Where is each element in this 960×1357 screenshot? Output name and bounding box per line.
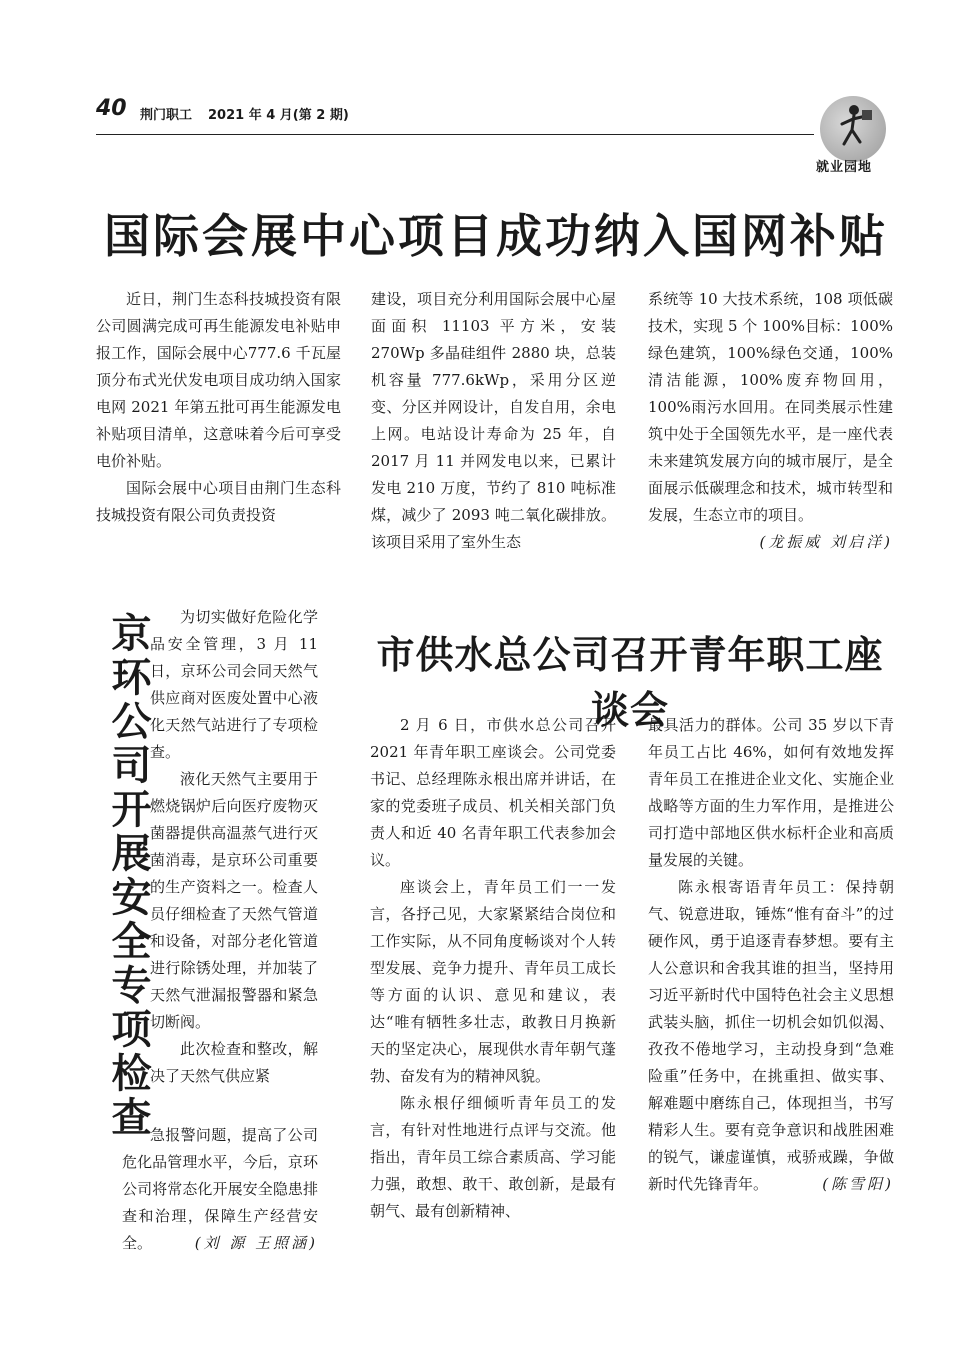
article3-paragraph: 最具活力的群体。公司 35 岁以下青年员工占比 46%，如何有效地发挥青年员工在推进企业文化、实施企业战略等方面的生力军作用，是推进公司打造中部地区供水标杆企业和高质量发展的关键。 xyxy=(648,716,894,869)
article1-paragraph: 国际会展中心项目由荆门生态科技城投资有限公司负责投资 xyxy=(96,479,341,524)
article2-byline: (刘 源 王照涵) xyxy=(194,1234,318,1252)
article1-column-3 xyxy=(648,286,893,556)
page-number: 40 xyxy=(96,96,127,121)
article1-paragraph: 建设，项目充分利用国际会展中心屋面面积 11103 平方米，安装 270Wp 多晶硅组件 2880 块，总装机容量 777.6kWp，采用分区逆变、分区并网设计，自发自用，余电上网。电站设计寿命为 25 年，自 2017 月 11 并网发电以来，已累计发电 210 万度，节约了 810 吨标准煤，减少了 2093 吨二氧化碳排放。该项目采用了室外生态 xyxy=(371,290,616,551)
article2-paragraph: 为切实做好危险化学品安全管理，3 月 11 日，京环公司会同天然气供应商对医废处置中心液化天然气站进行了专项检查。 xyxy=(150,608,318,761)
article1-paragraph: 近日，荆门生态科技城投资有限公司圆满完成可再生能源发电补贴申报工作，国际会展中心777.6 千瓦屋顶分布式光伏发电项目成功纳入国家电网 2021 年第五批可再生能源发电补贴项目清单，这意味着今后可享受电价补贴。 xyxy=(96,290,341,470)
article3-column-1 xyxy=(370,712,616,1225)
article3-paragraph: 2 月 6 日，市供水总公司召开 2021 年青年职工座谈会。公司党委书记、总经理陈永根出席并讲话，在家的党委班子成员、机关相关部门负责人和近 40 名青年职工代表参加会议。 xyxy=(370,716,616,869)
page-header xyxy=(96,96,816,136)
section-label: 就业园地 xyxy=(816,160,873,175)
article1-column-1 xyxy=(96,286,341,529)
article2-column xyxy=(150,604,318,1090)
article1-title: 国际会展中心项目成功纳入国网补贴 xyxy=(104,209,888,263)
article2-paragraph: 此次检查和整改，解决了天然气供应紧 xyxy=(150,1040,318,1085)
issue-date: 2021 年 4 月(第 2 期) xyxy=(208,108,349,123)
section-badge xyxy=(812,96,892,178)
article1-byline: (龙振威 刘启洋) xyxy=(759,533,893,551)
article3-paragraph: 陈永根寄语青年员工：保持朝气、锐意进取，锤炼“惟有奋斗”的过硬作风，勇于追逐青春梦想。要有主人公意识和舍我其谁的担当，坚持用习近平新时代中国特色社会主义思想武装头脑，抓住一切机会如饥似渴、孜孜不倦地学习，主动投身到“急难险重”任务中，在挑重担、做实事、解难题中磨练自己，体现担当，书写精彩人生。要有竞争意识和战胜困难的锐气，谦虚谨慎，戒骄戒躁，争做新时代先锋青年。 xyxy=(648,878,894,1193)
article3-paragraph: 座谈会上，青年员工们一一发言，各抒己见，大家紧紧结合岗位和工作实际，从不同角度畅谈对个人转型发展、竞争力提升、青年员工成长等方面的认识、意见和建议，表达“唯有牺牲多壮志，敢教日月换新天的坚定决心，展现供水青年朝气蓬勃、奋发有为的精神风貌。 xyxy=(370,878,616,1085)
article3-title: 市供水总公司召开青年职工座谈会 xyxy=(376,632,884,732)
article2-column-tail xyxy=(122,1122,318,1257)
article1-column-2 xyxy=(371,286,616,556)
article2-paragraph: 急报警问题，提高了公司危化品管理水平，今后，京环公司将常态化开展安全隐患排查和治理，保障生产经营安全。 xyxy=(122,1126,318,1252)
article1-paragraph: 系统等 10 大技术系统，108 项低碳技术，实现 5 个 100%目标：100%绿色建筑，100%绿色交通，100%清洁能源，100%废弃物回用，100%雨污水回用。在同类展示性建筑中处于全国领先水平，是一座代表未来建筑发展方向的城市展厅，是全面展示低碳理念和技术，城市转型和发展，生态立市的项目。 xyxy=(648,290,893,524)
header-rule xyxy=(96,134,814,135)
worker-figure-icon xyxy=(832,102,876,152)
article3-column-2 xyxy=(648,712,894,1198)
article2-paragraph: 液化天然气主要用于燃烧锅炉后向医疗废物灭菌器提供高温蒸气进行灭菌消毒，是京环公司重要的生产资料之一。检查人员仔细检查了天然气管道和设备，对部分老化管道进行除锈处理，并加装了天然气泄漏报警器和紧急切断阀。 xyxy=(150,770,318,1031)
article3-byline: (陈雪阳) xyxy=(822,1175,894,1193)
article2-title: 京环公司开展安全专项检查 xyxy=(105,612,152,1140)
article3-paragraph: 陈永根仔细倾听青年员工的发言，有针对性地进行点评与交流。他指出，青年员工综合素质高、学习能力强，敢想、敢干、敢创新，是最有朝气、最有创新精神、 xyxy=(370,1094,616,1220)
publication-name: 荆门职工 xyxy=(140,108,193,123)
